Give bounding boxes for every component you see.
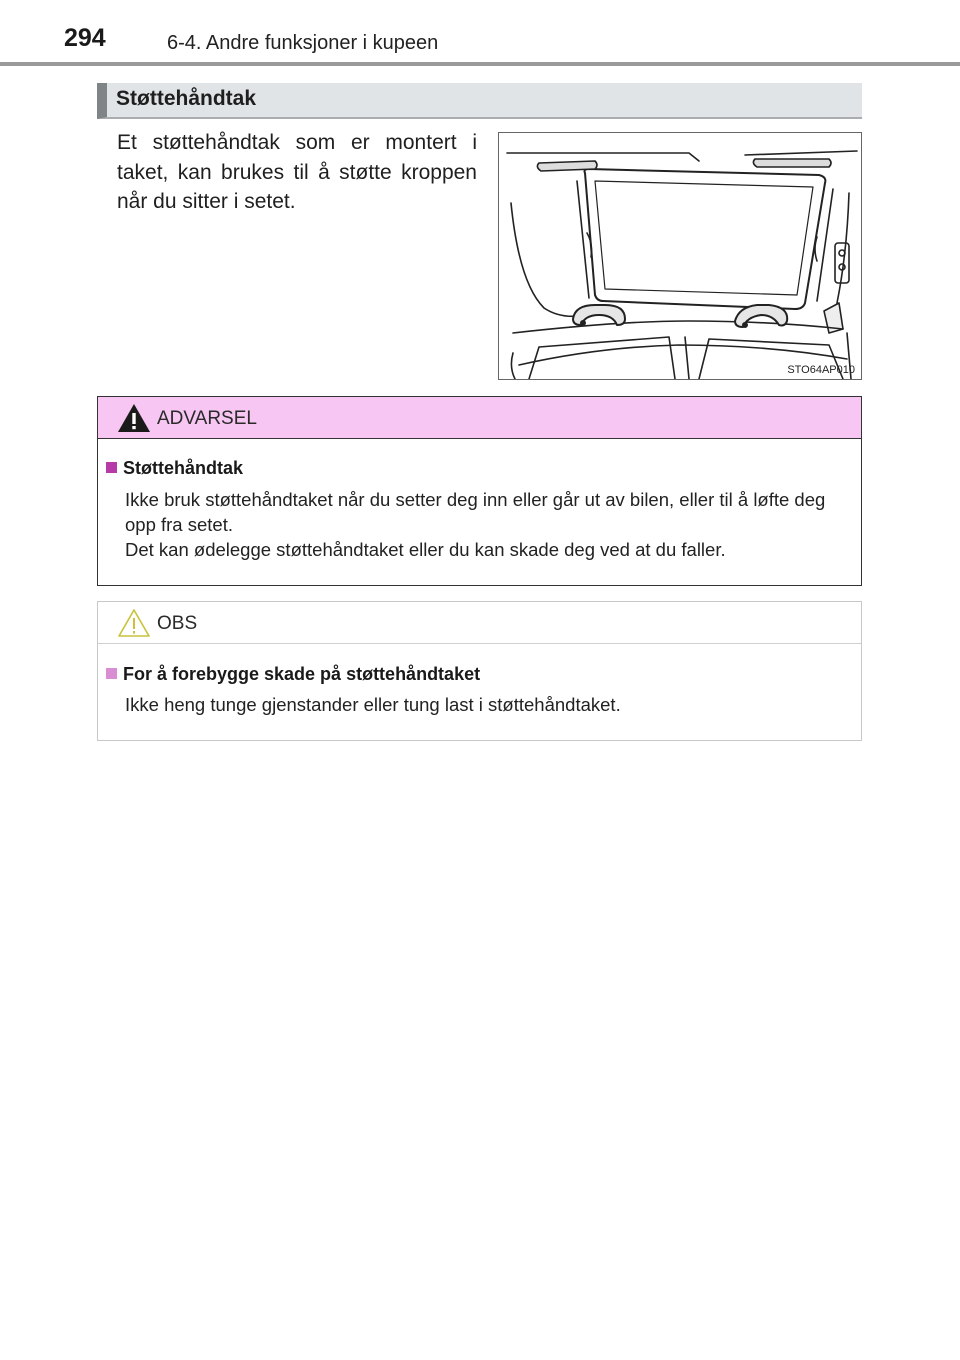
- section-heading: [97, 83, 862, 119]
- section-body-text: Et støttehåndtak som er montert i taket, kan brukes til å støtte kroppen når du sitter i setet.: [117, 131, 477, 213]
- warning-line: Det kan ødelegge støttehåndtaket eller du kan skade deg ved at du faller.: [125, 539, 726, 560]
- chapter-title: 6-4. Andre funksjoner i kupeen: [167, 32, 439, 54]
- header-divider: [0, 62, 960, 66]
- section-title: Støttehåndtak: [116, 87, 257, 110]
- square-bullet-icon: [106, 668, 117, 679]
- warning-box: [97, 396, 862, 586]
- caution-line: Ikke heng tunge gjenstander eller tung last i støttehåndtaket.: [125, 694, 621, 715]
- warning-item-body: [125, 487, 850, 562]
- warning-label: ADVARSEL: [157, 408, 257, 429]
- square-bullet-icon: [106, 462, 117, 473]
- figure-code: STO64AP010: [787, 364, 855, 376]
- caution-header: [98, 602, 861, 644]
- caution-item-body: [125, 692, 850, 717]
- page-number: 294: [64, 24, 106, 52]
- caution-triangle-outline-icon: [116, 607, 152, 639]
- caution-label: OBS: [157, 613, 198, 634]
- page-header: [0, 0, 960, 70]
- warning-line: Ikke bruk støttehåndtaket når du setter deg inn eller går ut av bilen, eller til å løfte deg opp fra setet.: [125, 489, 826, 535]
- grab-handle-figure: [498, 132, 862, 380]
- warning-item-title-text: Støttehåndtak: [123, 458, 244, 478]
- warning-item-title: [106, 458, 243, 479]
- caution-item-title: [106, 664, 480, 685]
- warning-triangle-icon: [116, 402, 152, 434]
- caution-item-title-text: For å forebygge skade på støttehåndtaket: [123, 664, 481, 684]
- caution-box: [97, 601, 862, 741]
- warning-header: [98, 397, 861, 439]
- ceiling-grab-handle-illustration: [499, 133, 861, 379]
